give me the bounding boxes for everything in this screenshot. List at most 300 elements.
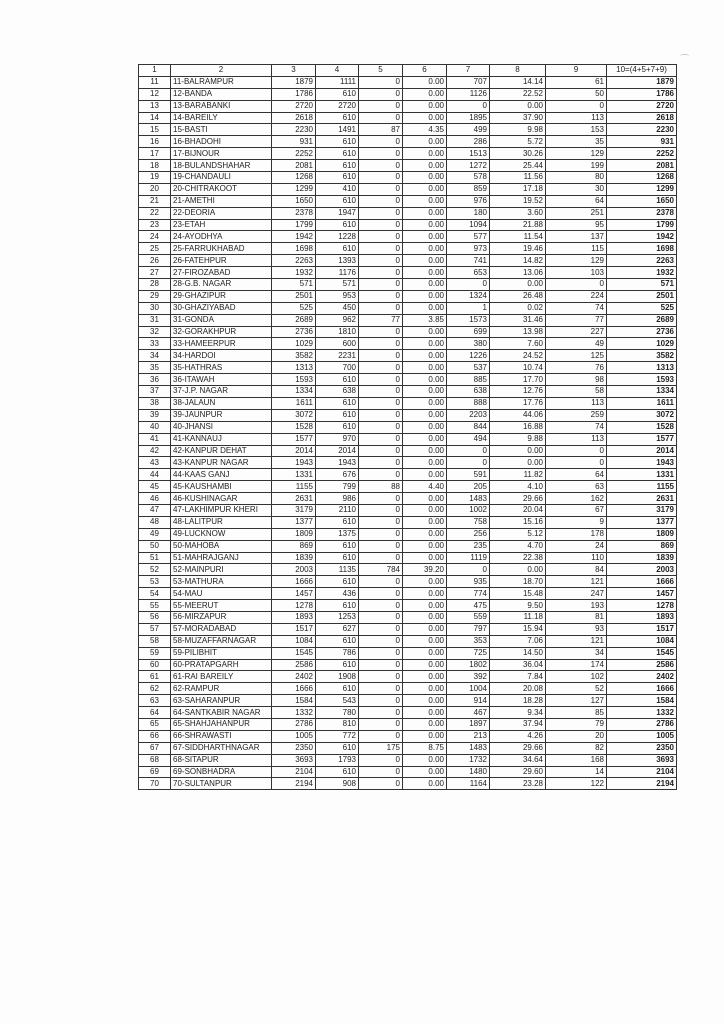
table-cell: 525 <box>607 302 677 314</box>
table-cell: 35 <box>546 136 607 148</box>
table-body <box>139 76 677 789</box>
table-cell: 2586 <box>607 659 677 671</box>
table-cell: 1517 <box>607 623 677 635</box>
table-cell: 1268 <box>272 172 316 184</box>
table-cell: 15 <box>139 124 171 136</box>
table-cell: 53 <box>139 576 171 588</box>
table-cell: 638 <box>447 386 490 398</box>
table-cell: 41 <box>139 433 171 445</box>
table-cell: 869 <box>607 540 677 552</box>
table-cell: 1577 <box>272 433 316 445</box>
table-cell: 410 <box>316 183 359 195</box>
table-cell: 175 <box>359 742 403 754</box>
table-cell: 0.00 <box>403 267 447 279</box>
table-row <box>139 766 677 778</box>
table-cell: 797 <box>447 623 490 635</box>
table-cell: 0 <box>359 540 403 552</box>
table-cell: 9 <box>546 516 607 528</box>
table-cell: 3.60 <box>490 207 546 219</box>
table-cell: 213 <box>447 730 490 742</box>
table-cell: 1491 <box>316 124 359 136</box>
table-cell: 577 <box>447 231 490 243</box>
table-cell: 8.75 <box>403 742 447 754</box>
table-cell: 0 <box>359 433 403 445</box>
table-cell: 1299 <box>607 183 677 195</box>
table-cell: 23.28 <box>490 778 546 790</box>
table-cell: 653 <box>447 267 490 279</box>
table-cell: 450 <box>316 302 359 314</box>
table-cell: 0.00 <box>403 754 447 766</box>
table-cell: 0 <box>546 279 607 291</box>
table-cell: 610 <box>316 683 359 695</box>
table-cell: 55 <box>139 600 171 612</box>
table-cell: 610 <box>316 766 359 778</box>
table-cell: 68-SITAPUR <box>171 754 272 766</box>
table-row <box>139 778 677 790</box>
table-cell: 9.34 <box>490 707 546 719</box>
table-row <box>139 695 677 707</box>
table-cell: 0.00 <box>403 540 447 552</box>
table-cell: 0.00 <box>403 338 447 350</box>
table-cell: 35-HATHRAS <box>171 362 272 374</box>
table-cell: 610 <box>316 219 359 231</box>
table-cell: 26-FATEHPUR <box>171 255 272 267</box>
table-cell: 0 <box>359 493 403 505</box>
table-cell: 1879 <box>272 76 316 88</box>
table-cell: 0 <box>359 611 403 623</box>
table-cell: 1809 <box>607 528 677 540</box>
table-cell: 93 <box>546 623 607 635</box>
table-cell: 0.00 <box>403 766 447 778</box>
table-cell: 15.48 <box>490 588 546 600</box>
table-cell: 4.70 <box>490 540 546 552</box>
table-cell: 1483 <box>447 493 490 505</box>
table-cell: 1457 <box>607 588 677 600</box>
table-cell: 2631 <box>272 493 316 505</box>
table-cell: 34 <box>139 350 171 362</box>
table-cell: 235 <box>447 540 490 552</box>
table-cell: 38-JALAUN <box>171 397 272 409</box>
table-cell: 1483 <box>447 742 490 754</box>
table-cell: 1517 <box>272 623 316 635</box>
table-cell: 1666 <box>607 576 677 588</box>
table-cell: 1895 <box>447 112 490 124</box>
table-cell: 2378 <box>272 207 316 219</box>
table-cell: 74 <box>546 421 607 433</box>
table-cell: 12-BANDA <box>171 88 272 100</box>
table-row <box>139 576 677 588</box>
table-cell: 56-MIRZAPUR <box>171 611 272 623</box>
table-cell: 16.88 <box>490 421 546 433</box>
table-row <box>139 362 677 374</box>
table-cell: 1005 <box>272 730 316 742</box>
table-cell: 58 <box>546 386 607 398</box>
table-cell: 35 <box>139 362 171 374</box>
header-cell: 10=(4+5+7+9) <box>607 65 677 77</box>
table-cell: 82 <box>546 742 607 754</box>
table-cell: 54 <box>139 588 171 600</box>
table-cell: 571 <box>316 279 359 291</box>
table-cell: 0.00 <box>403 588 447 600</box>
table-cell: 1947 <box>316 207 359 219</box>
table-cell: 0.00 <box>403 695 447 707</box>
table-cell: 1839 <box>607 552 677 564</box>
table-cell: 36-ITAWAH <box>171 374 272 386</box>
table-cell: 227 <box>546 326 607 338</box>
table-cell: 2263 <box>607 255 677 267</box>
table-cell: 0 <box>359 409 403 421</box>
table-cell: 1226 <box>447 350 490 362</box>
table-cell: 1593 <box>272 374 316 386</box>
table-cell: 79 <box>546 718 607 730</box>
table-cell: 1135 <box>316 564 359 576</box>
table-row <box>139 386 677 398</box>
table-cell: 0 <box>359 219 403 231</box>
table-cell: 38 <box>139 397 171 409</box>
table-cell: 44 <box>139 469 171 481</box>
table-cell: 1278 <box>607 600 677 612</box>
table-row <box>139 100 677 112</box>
table-cell: 18-BULANDSHAHAR <box>171 160 272 172</box>
table-cell: 0.00 <box>490 564 546 576</box>
table-cell: 70-SULTANPUR <box>171 778 272 790</box>
table-cell: 2194 <box>272 778 316 790</box>
table-cell: 0.00 <box>403 231 447 243</box>
table-cell: 14 <box>139 112 171 124</box>
table-cell: 2786 <box>272 718 316 730</box>
table-cell: 59-PILIBHIT <box>171 647 272 659</box>
table-cell: 0.00 <box>403 647 447 659</box>
table-cell: 24.52 <box>490 350 546 362</box>
table-cell: 0 <box>359 267 403 279</box>
table-cell: 578 <box>447 172 490 184</box>
table-cell: 638 <box>316 386 359 398</box>
table-cell: 780 <box>316 707 359 719</box>
table-cell: 74 <box>546 302 607 314</box>
table-cell: 54-MAU <box>171 588 272 600</box>
table-cell: 467 <box>447 707 490 719</box>
table-cell: 1457 <box>272 588 316 600</box>
header-cell: 4 <box>316 65 359 77</box>
table-cell: 11-BALRAMPUR <box>171 76 272 88</box>
table-cell: 224 <box>546 290 607 302</box>
table-cell: 0 <box>359 718 403 730</box>
table-cell: 66-SHRAWASTI <box>171 730 272 742</box>
table-row <box>139 611 677 623</box>
table-cell: 115 <box>546 243 607 255</box>
table-cell: 32-GORAKHPUR <box>171 326 272 338</box>
table-cell: 4.35 <box>403 124 447 136</box>
table-cell: 23 <box>139 219 171 231</box>
table-cell: 888 <box>447 397 490 409</box>
table-cell: 0 <box>359 279 403 291</box>
table-cell: 23-ETAH <box>171 219 272 231</box>
table-cell: 0.00 <box>403 290 447 302</box>
header-row <box>139 65 677 77</box>
table-cell: 28 <box>139 279 171 291</box>
table-cell: 0 <box>359 552 403 564</box>
table-cell: 48-LALITPUR <box>171 516 272 528</box>
table-cell: 1126 <box>447 88 490 100</box>
table-cell: 63 <box>139 695 171 707</box>
table-cell: 0.00 <box>490 457 546 469</box>
table-cell: 627 <box>316 623 359 635</box>
table-cell: 13 <box>139 100 171 112</box>
table-cell: 14-BAREILY <box>171 112 272 124</box>
table-row <box>139 302 677 314</box>
table-cell: 1084 <box>607 635 677 647</box>
table-cell: 3693 <box>272 754 316 766</box>
table-row <box>139 730 677 742</box>
table-cell: 61 <box>139 671 171 683</box>
table-cell: 9.50 <box>490 600 546 612</box>
table-cell: 1029 <box>607 338 677 350</box>
table-row <box>139 314 677 326</box>
table-cell: 80 <box>546 172 607 184</box>
table-cell: 0 <box>359 730 403 742</box>
table-cell: 174 <box>546 659 607 671</box>
table-cell: 1698 <box>607 243 677 255</box>
table-cell: 30 <box>546 183 607 195</box>
table-cell: 30.26 <box>490 148 546 160</box>
table-cell: 2689 <box>272 314 316 326</box>
table-row <box>139 504 677 516</box>
table-cell: 962 <box>316 314 359 326</box>
table-cell: 986 <box>316 493 359 505</box>
table-cell: 37.90 <box>490 112 546 124</box>
table-cell: 0 <box>447 564 490 576</box>
table-cell: 0 <box>359 183 403 195</box>
table-cell: 0.00 <box>403 374 447 386</box>
table-cell: 700 <box>316 362 359 374</box>
table-cell: 58-MUZAFFARNAGAR <box>171 635 272 647</box>
table-cell: 2501 <box>607 290 677 302</box>
table-cell: 0 <box>359 148 403 160</box>
table-cell: 610 <box>316 635 359 647</box>
table-cell: 12 <box>139 88 171 100</box>
table-cell: 11 <box>139 76 171 88</box>
table-cell: 1334 <box>607 386 677 398</box>
table-cell: 436 <box>316 588 359 600</box>
table-cell: 1084 <box>272 635 316 647</box>
table-cell: 0 <box>359 588 403 600</box>
table-cell: 1732 <box>447 754 490 766</box>
table-cell: 26.48 <box>490 290 546 302</box>
table-cell: 1002 <box>447 504 490 516</box>
table-cell: 69 <box>139 766 171 778</box>
table-row <box>139 279 677 291</box>
table-cell: 33-HAMEERPUR <box>171 338 272 350</box>
table-cell: 5.72 <box>490 136 546 148</box>
table-row <box>139 350 677 362</box>
table-cell: 1799 <box>607 219 677 231</box>
table-cell: 3582 <box>607 350 677 362</box>
table-cell: 0 <box>359 469 403 481</box>
table-cell: 0.00 <box>403 302 447 314</box>
table-cell: 1650 <box>272 195 316 207</box>
table-cell: 0 <box>359 338 403 350</box>
table-cell: 31 <box>139 314 171 326</box>
table-cell: 2402 <box>607 671 677 683</box>
table-cell: 0.00 <box>403 730 447 742</box>
table-cell: 499 <box>447 124 490 136</box>
table-cell: 121 <box>546 576 607 588</box>
table-cell: 24 <box>139 231 171 243</box>
table-row <box>139 469 677 481</box>
table-cell: 885 <box>447 374 490 386</box>
table-cell: 14.50 <box>490 647 546 659</box>
table-cell: 19-CHANDAULI <box>171 172 272 184</box>
table-row <box>139 326 677 338</box>
table-cell: 2252 <box>607 148 677 160</box>
table-cell: 525 <box>272 302 316 314</box>
table-cell: 786 <box>316 647 359 659</box>
table-row <box>139 136 677 148</box>
table-cell: 48 <box>139 516 171 528</box>
table-cell: 44-KAAS GANJ <box>171 469 272 481</box>
table-cell: 699 <box>447 326 490 338</box>
table-cell: 25.44 <box>490 160 546 172</box>
table-cell: 2631 <box>607 493 677 505</box>
table-cell: 2203 <box>447 409 490 421</box>
table-cell: 24 <box>546 540 607 552</box>
table-cell: 34-HARDOI <box>171 350 272 362</box>
table-row <box>139 124 677 136</box>
table-cell: 2618 <box>607 112 677 124</box>
table-cell: 571 <box>272 279 316 291</box>
table-cell: 610 <box>316 659 359 671</box>
table-cell: 19 <box>139 172 171 184</box>
table-cell: 610 <box>316 136 359 148</box>
table-cell: 60-PRATAPGARH <box>171 659 272 671</box>
table-cell: 1331 <box>272 469 316 481</box>
table-cell: 102 <box>546 671 607 683</box>
table-cell: 0 <box>359 671 403 683</box>
table-cell: 2786 <box>607 718 677 730</box>
table-cell: 0 <box>546 100 607 112</box>
table-cell: 908 <box>316 778 359 790</box>
table-cell: 39-JAUNPUR <box>171 409 272 421</box>
table-cell: 0.00 <box>403 195 447 207</box>
table-cell: 1313 <box>272 362 316 374</box>
table-cell: 0 <box>359 112 403 124</box>
table-cell: 0.00 <box>403 386 447 398</box>
table-cell: 19.52 <box>490 195 546 207</box>
table-cell: 113 <box>546 433 607 445</box>
table-cell: 1611 <box>272 397 316 409</box>
table-cell: 37 <box>139 386 171 398</box>
table-cell: 18.28 <box>490 695 546 707</box>
table-cell: 67-SIDDHARTHNAGAR <box>171 742 272 754</box>
table-cell: 610 <box>316 397 359 409</box>
table-row <box>139 516 677 528</box>
table-cell: 53-MATHURA <box>171 576 272 588</box>
table-cell: 205 <box>447 481 490 493</box>
table-cell: 1155 <box>272 481 316 493</box>
table-row <box>139 267 677 279</box>
table-cell: 113 <box>546 112 607 124</box>
table-cell: 247 <box>546 588 607 600</box>
table-cell: 7.84 <box>490 671 546 683</box>
table-cell: 87 <box>359 124 403 136</box>
table-cell: 0 <box>447 100 490 112</box>
table-cell: 844 <box>447 421 490 433</box>
table-cell: 1528 <box>272 421 316 433</box>
table-row <box>139 742 677 754</box>
table-cell: 251 <box>546 207 607 219</box>
table-cell: 14 <box>546 766 607 778</box>
table-cell: 0.00 <box>403 552 447 564</box>
table-cell: 25-FARRUKHABAD <box>171 243 272 255</box>
table-cell: 47 <box>139 504 171 516</box>
table-cell: 50 <box>139 540 171 552</box>
table-row <box>139 112 677 124</box>
table-cell: 0.00 <box>403 528 447 540</box>
table-cell: 9.88 <box>490 433 546 445</box>
table-cell: 610 <box>316 374 359 386</box>
table-cell: 52 <box>139 564 171 576</box>
header-cell: 6 <box>403 65 447 77</box>
table-cell: 22-DEORIA <box>171 207 272 219</box>
table-cell: 0.00 <box>403 433 447 445</box>
table-cell: 2720 <box>607 100 677 112</box>
table-cell: 0 <box>359 100 403 112</box>
table-cell: 29.66 <box>490 493 546 505</box>
table-cell: 0 <box>359 302 403 314</box>
header-cell: 5 <box>359 65 403 77</box>
table-cell: 153 <box>546 124 607 136</box>
table-row <box>139 243 677 255</box>
table-cell: 36 <box>139 374 171 386</box>
table-row <box>139 409 677 421</box>
table-cell: 970 <box>316 433 359 445</box>
table-cell: 1545 <box>607 647 677 659</box>
table-cell: 610 <box>316 172 359 184</box>
table-cell: 2081 <box>607 160 677 172</box>
table-cell: 0 <box>359 326 403 338</box>
table-cell: 1879 <box>607 76 677 88</box>
table-cell: 1786 <box>607 88 677 100</box>
table-cell: 1545 <box>272 647 316 659</box>
table-cell: 1839 <box>272 552 316 564</box>
table-cell: 46 <box>139 493 171 505</box>
table-cell: 725 <box>447 647 490 659</box>
table-cell: 88 <box>359 481 403 493</box>
table-cell: 49 <box>546 338 607 350</box>
table-cell: 0.00 <box>403 112 447 124</box>
table-row <box>139 172 677 184</box>
table-cell: 2230 <box>272 124 316 136</box>
table-cell: 67 <box>546 504 607 516</box>
table-row <box>139 683 677 695</box>
table-cell: 4.10 <box>490 481 546 493</box>
table-cell: 610 <box>316 421 359 433</box>
table-cell: 0 <box>359 683 403 695</box>
table-cell: 0 <box>359 350 403 362</box>
table-cell: 0.00 <box>490 100 546 112</box>
table-cell: 1176 <box>316 267 359 279</box>
table-cell: 1893 <box>607 611 677 623</box>
table-cell: 39.20 <box>403 564 447 576</box>
table-cell: 1584 <box>272 695 316 707</box>
table-cell: 353 <box>447 635 490 647</box>
table-row <box>139 160 677 172</box>
table-cell: 0.00 <box>403 172 447 184</box>
table-cell: 0 <box>546 445 607 457</box>
table-cell: 931 <box>272 136 316 148</box>
table-cell: 22.52 <box>490 88 546 100</box>
table-cell: 1324 <box>447 290 490 302</box>
